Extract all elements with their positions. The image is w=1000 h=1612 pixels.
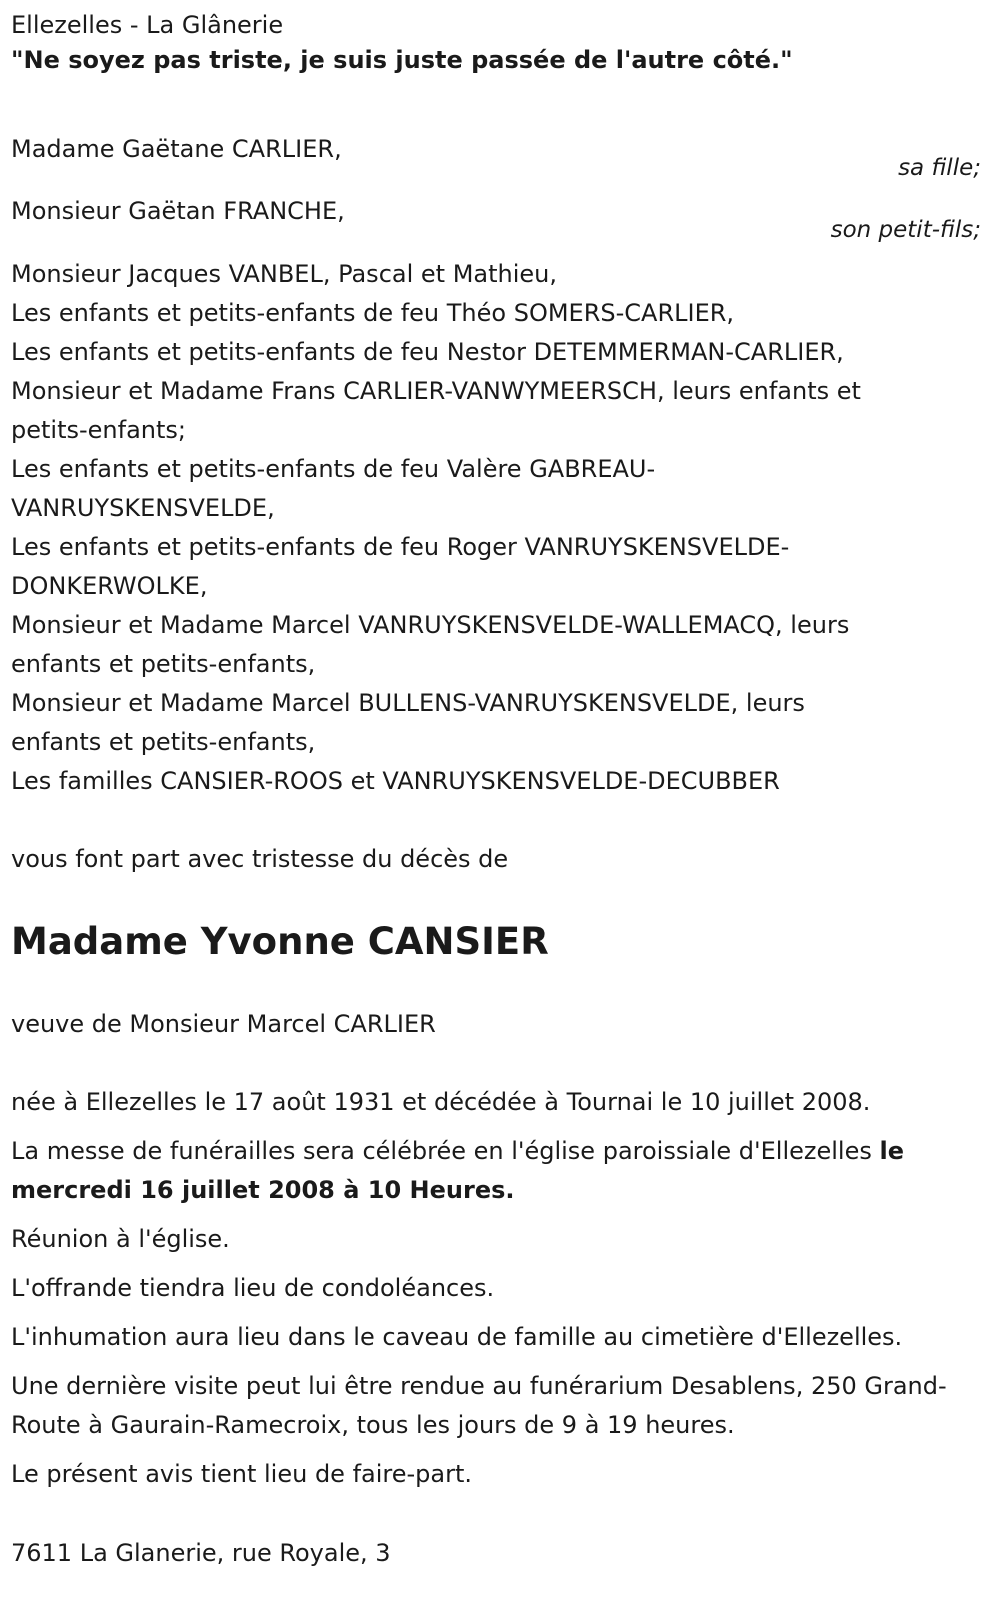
family-line: Les enfants et petits-enfants de feu Théo SOMERS-CARLIER, bbox=[11, 299, 735, 327]
family-list bbox=[11, 131, 991, 801]
family-member-grandson bbox=[11, 193, 991, 255]
header-quote: "Ne soyez pas triste, je suis juste passée de l'autre côté." bbox=[11, 46, 793, 74]
family-member-name: Madame Gaëtane CARLIER, bbox=[11, 135, 342, 163]
family-line: VANRUYSKENSVELDE, bbox=[11, 494, 275, 522]
mass-paragraph bbox=[11, 1132, 971, 1210]
family-line: enfants et petits-enfants, bbox=[11, 650, 316, 678]
family-line: Monsieur et Madame Frans CARLIER-VANWYMEERSCH, leurs enfants et bbox=[11, 377, 861, 405]
visit-text: Une dernière visite peut lui être rendue au funérarium Desablens, 250 Grand-Route à Gaurain-Ramecroix, tous les jours de 9 à 19 heures. bbox=[11, 1372, 947, 1439]
family-line: petits-enfants; bbox=[11, 416, 186, 444]
family-line: Monsieur et Madame Marcel BULLENS-VANRUYSKENSVELDE, leurs bbox=[11, 689, 805, 717]
family-line: Les enfants et petits-enfants de feu Nestor DETEMMERMAN-CARLIER, bbox=[11, 338, 844, 366]
family-line: Les familles CANSIER-ROOS et VANRUYSKENSVELDE-DECUBBER bbox=[11, 767, 780, 795]
family-member-role: son petit-fils; bbox=[830, 217, 981, 243]
family-member-name: Monsieur Gaëtan FRANCHE, bbox=[11, 197, 345, 225]
family-line: enfants et petits-enfants, bbox=[11, 728, 316, 756]
header-place: Ellezelles - La Glânerie bbox=[11, 11, 284, 39]
family-line: Les enfants et petits-enfants de feu Roger VANRUYSKENSVELDE- bbox=[11, 533, 790, 561]
offering-text: L'offrande tiendra lieu de condoléances. bbox=[11, 1274, 495, 1302]
family-line: Monsieur et Madame Marcel VANRUYSKENSVELDE-WALLEMACQ, leurs bbox=[11, 611, 850, 639]
burial-text: L'inhumation aura lieu dans le caveau de famille au cimetière d'Ellezelles. bbox=[11, 1323, 903, 1351]
obituary-notice bbox=[11, 10, 991, 1573]
family-line: DONKERWOLKE, bbox=[11, 572, 208, 600]
mass-text: La messe de funérailles sera célébrée en l'église paroissiale d'Ellezelles bbox=[11, 1137, 880, 1165]
deceased-name: Madame Yvonne CANSIER bbox=[11, 920, 549, 963]
announcement-text: vous font part avec tristesse du décès de bbox=[11, 845, 509, 873]
widow-of-text: veuve de Monsieur Marcel CARLIER bbox=[11, 1010, 436, 1038]
mass-date: le mercredi 16 juillet 2008 à 10 Heures. bbox=[11, 1137, 904, 1204]
address-text: 7611 La Glanerie, rue Royale, 3 bbox=[11, 1539, 391, 1567]
meeting-text: Réunion à l'église. bbox=[11, 1225, 230, 1253]
notice-text: Le présent avis tient lieu de faire-part. bbox=[11, 1460, 473, 1488]
family-member-role: sa fille; bbox=[898, 155, 981, 181]
family-line: Les enfants et petits-enfants de feu Valère GABREAU- bbox=[11, 455, 656, 483]
family-line: Monsieur Jacques VANBEL, Pascal et Mathieu, bbox=[11, 260, 557, 288]
birth-death-text: née à Ellezelles le 17 août 1931 et décédée à Tournai le 10 juillet 2008. bbox=[11, 1088, 871, 1116]
family-member-daughter bbox=[11, 131, 991, 193]
